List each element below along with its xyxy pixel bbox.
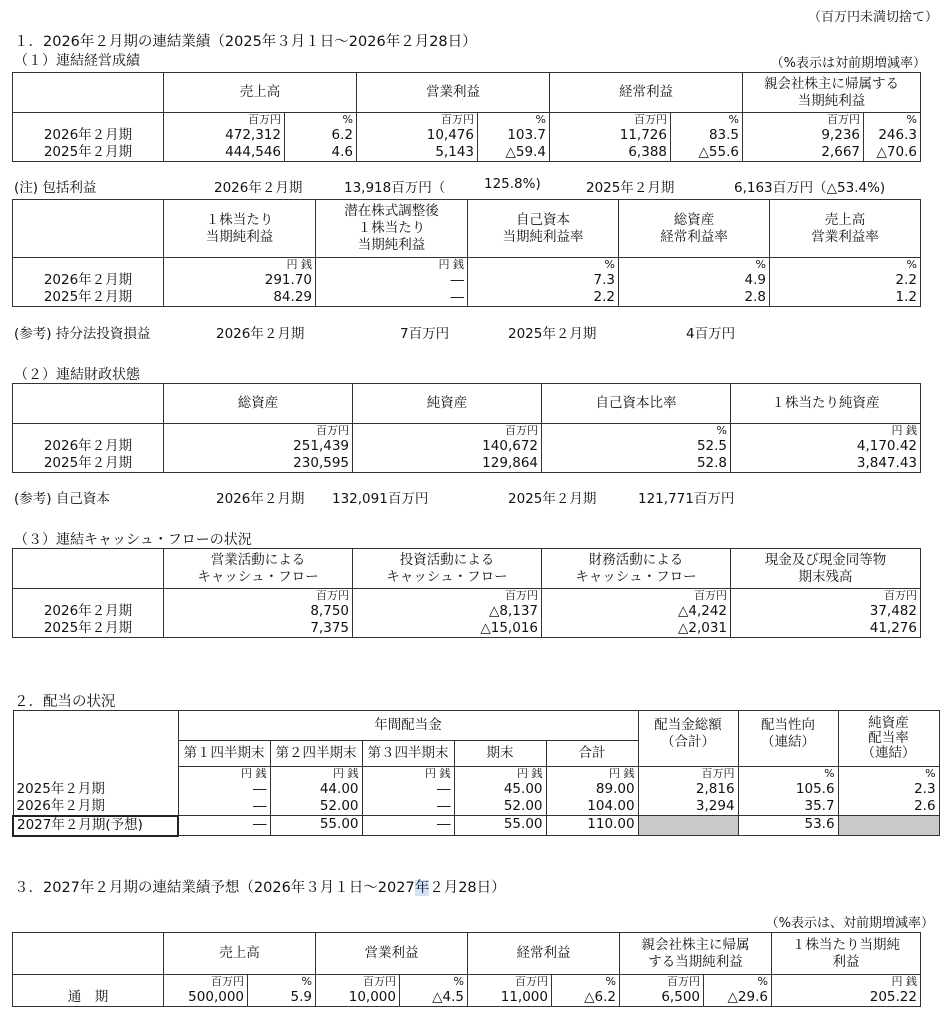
sales-cell: 百万円 472,312 444,546 [164, 113, 285, 162]
col-header-annual-dividend: 年間配当金 [178, 711, 638, 741]
col-header-total-dividend: 配当金総額 （合計） [638, 711, 738, 767]
ordinary-income-pct-cell: % △6.2 [552, 975, 620, 1007]
row-header-blank [13, 200, 164, 258]
total-dividend-cell: 百万円 2,816 3,294 [638, 767, 738, 816]
row-label: 2025年２月期 [43, 144, 133, 160]
ordinary-income-pct-cell: % 83.5 △55.6 [671, 113, 743, 162]
col-header-ordinary-income: 経常利益 [468, 933, 620, 975]
col-header-q2: 第２四半期末 [270, 741, 362, 767]
row-labels [13, 113, 164, 162]
forecast-year-end-cell: 55.00 [454, 816, 546, 836]
col-header-roe: 自己資本 当期純利益率 [468, 200, 619, 258]
roe-cell: % 7.3 2.2 [468, 258, 619, 307]
col-header-operating-income: 営業利益 [357, 73, 550, 113]
investing-cf-cell: 百万円 △8,137 △15,016 [353, 589, 542, 638]
net-income-cell: 百万円 6,500 [620, 975, 704, 1007]
cash-balance-cell: 百万円 37,482 41,276 [731, 589, 921, 638]
row-header-blank [13, 933, 164, 975]
diluted-eps-cell: 円 銭 ― ― [316, 258, 468, 307]
selected-text: 年 [414, 880, 430, 896]
ordinary-income-cell: 百万円 11,726 6,388 [550, 113, 671, 162]
forecast-q1-cell: ― [178, 816, 270, 836]
q2-cell: 円 銭 44.00 52.00 [270, 767, 362, 816]
sales-cell: 百万円 500,000 [164, 975, 248, 1007]
col-header-q3: 第３四半期末 [362, 741, 454, 767]
col-header-eps: １株当たり当期純 利益 [772, 933, 921, 975]
section-2-title: ２．配当の状況 [14, 694, 116, 710]
col-header-sales: 売上高 [164, 73, 357, 113]
section-3-title: ３．2027年２月期の連結業績予想（2026年３月１日～2027年２月28日） [14, 880, 506, 896]
col-header-year-end: 期末 [454, 741, 546, 767]
col-header-total: 合計 [546, 741, 638, 767]
row-labels: 2026年２月期 2025年２月期 [13, 258, 164, 307]
operating-cf-cell: 百万円 8,750 7,375 [164, 589, 353, 638]
ordinary-income-cell: 百万円 11,000 [468, 975, 552, 1007]
col-header-operating-cf: 営業活動による キャッシュ・フロー [164, 549, 353, 589]
operating-income-pct-cell: % △4.5 [400, 975, 468, 1007]
col-header-sales: 売上高 [164, 933, 316, 975]
net-income-cell: 百万円 9,236 2,667 [743, 113, 864, 162]
bps-cell: 円 銭 4,170.42 3,847.43 [731, 424, 921, 473]
col-header-doe: 純資産 配当率 （連結） [838, 711, 939, 767]
subsection-financial-position: （２）連結財政状態 [14, 367, 140, 383]
subsection-operating-results: （１）連結経営成績 [14, 53, 140, 69]
col-header-financing-cf: 財務活動による キャッシュ・フロー [542, 549, 731, 589]
col-header-operating-income: 営業利益 [316, 933, 468, 975]
col-header-roa: 総資産 経常利益率 [619, 200, 770, 258]
col-header-operating-margin: 売上高 営業利益率 [770, 200, 921, 258]
net-income-pct-cell: % 246.3 △70.6 [864, 113, 921, 162]
forecast-pct-note: （%表示は、対前期増減率） [765, 916, 934, 931]
financial-position-table [12, 383, 921, 473]
operating-income-cell: 百万円 10,476 5,143 [357, 113, 478, 162]
col-header-equity-ratio: 自己資本比率 [542, 384, 731, 424]
sales-pct-cell: % 6.2 4.6 [285, 113, 357, 162]
row-header-blank [13, 549, 164, 589]
payout-ratio-cell: % 105.6 35.7 [738, 767, 838, 816]
total-cell: 円 銭 89.00 104.00 [546, 767, 638, 816]
truncation-note: （百万円未満切捨て） [807, 10, 938, 25]
forecast-total-dividend-cell [638, 816, 738, 836]
col-header-investing-cf: 投資活動による キャッシュ・フロー [353, 549, 542, 589]
full-year-label: 通 期 [13, 975, 164, 1007]
subsection-cash-flows: （３）連結キャッシュ・フローの状況 [14, 532, 252, 548]
operating-results-table [12, 72, 921, 162]
section-1-title: １．2026年２月期の連結業績（2025年３月１日～2026年２月28日） [14, 34, 477, 50]
forecast-total-cell: 110.00 [546, 816, 638, 836]
doe-cell: % 2.3 2.6 [838, 767, 939, 816]
row-labels: 2026年２月期 2025年２月期 [13, 589, 164, 638]
col-header-q1: 第１四半期末 [178, 741, 270, 767]
net-income-pct-cell: % △29.6 [704, 975, 772, 1007]
row-header-blank [13, 73, 164, 113]
forecast-q2-cell: 55.00 [270, 816, 362, 836]
col-header-net-assets: 純資産 [353, 384, 542, 424]
row-header-blank [13, 711, 178, 767]
dividend-table [12, 710, 940, 837]
net-assets-cell: 百万円 140,672 129,864 [353, 424, 542, 473]
eps-cell: 円 銭 291.70 84.29 [164, 258, 316, 307]
cash-flow-table [12, 548, 921, 638]
col-header-total-assets: 総資産 [164, 384, 353, 424]
sales-pct-cell: % 5.9 [248, 975, 316, 1007]
eps-cell: 円 銭 205.22 [772, 975, 921, 1007]
col-header-diluted-eps: 潜在株式調整後 １株当たり 当期純利益 [316, 200, 468, 258]
year-end-cell: 円 銭 45.00 52.00 [454, 767, 546, 816]
operating-income-pct-cell: % 103.7 △59.4 [478, 113, 550, 162]
col-header-net-income: 親会社株主に帰属 する当期純利益 [620, 933, 772, 975]
forecast-table [12, 932, 921, 1007]
operating-margin-cell: % 2.2 1.2 [770, 258, 921, 307]
total-assets-cell: 百万円 251,439 230,595 [164, 424, 353, 473]
col-header-bps: １株当たり純資産 [731, 384, 921, 424]
forecast-q3-cell: ― [362, 816, 454, 836]
equity-ratio-cell: % 52.5 52.8 [542, 424, 731, 473]
col-header-ordinary-income: 経常利益 [550, 73, 743, 113]
q1-cell: 円 銭 ― ― [178, 767, 270, 816]
col-header-net-income: 親会社株主に帰属する 当期純利益 [743, 73, 921, 113]
financing-cf-cell: 百万円 △4,242 △2,031 [542, 589, 731, 638]
per-share-table [12, 199, 921, 307]
operating-income-cell: 百万円 10,000 [316, 975, 400, 1007]
row-label: 2026年２月期 [43, 127, 133, 143]
row-header-blank [13, 384, 164, 424]
col-header-payout-ratio: 配当性向 （連結） [738, 711, 838, 767]
forecast-payout-ratio-cell: 53.6 [738, 816, 838, 836]
roa-cell: % 4.9 2.8 [619, 258, 770, 307]
col-header-cash-balance: 現金及び現金同等物 期末残高 [731, 549, 921, 589]
row-labels: 2025年２月期 2026年２月期 [13, 767, 178, 816]
col-header-eps: １株当たり 当期純利益 [164, 200, 316, 258]
forecast-row-label: 2027年２月期(予想) [13, 816, 178, 836]
forecast-doe-cell [838, 816, 939, 836]
row-labels: 2026年２月期 2025年２月期 [13, 424, 164, 473]
q3-cell: 円 銭 ― ― [362, 767, 454, 816]
pct-change-note: （%表示は対前期増減率） [770, 56, 926, 71]
